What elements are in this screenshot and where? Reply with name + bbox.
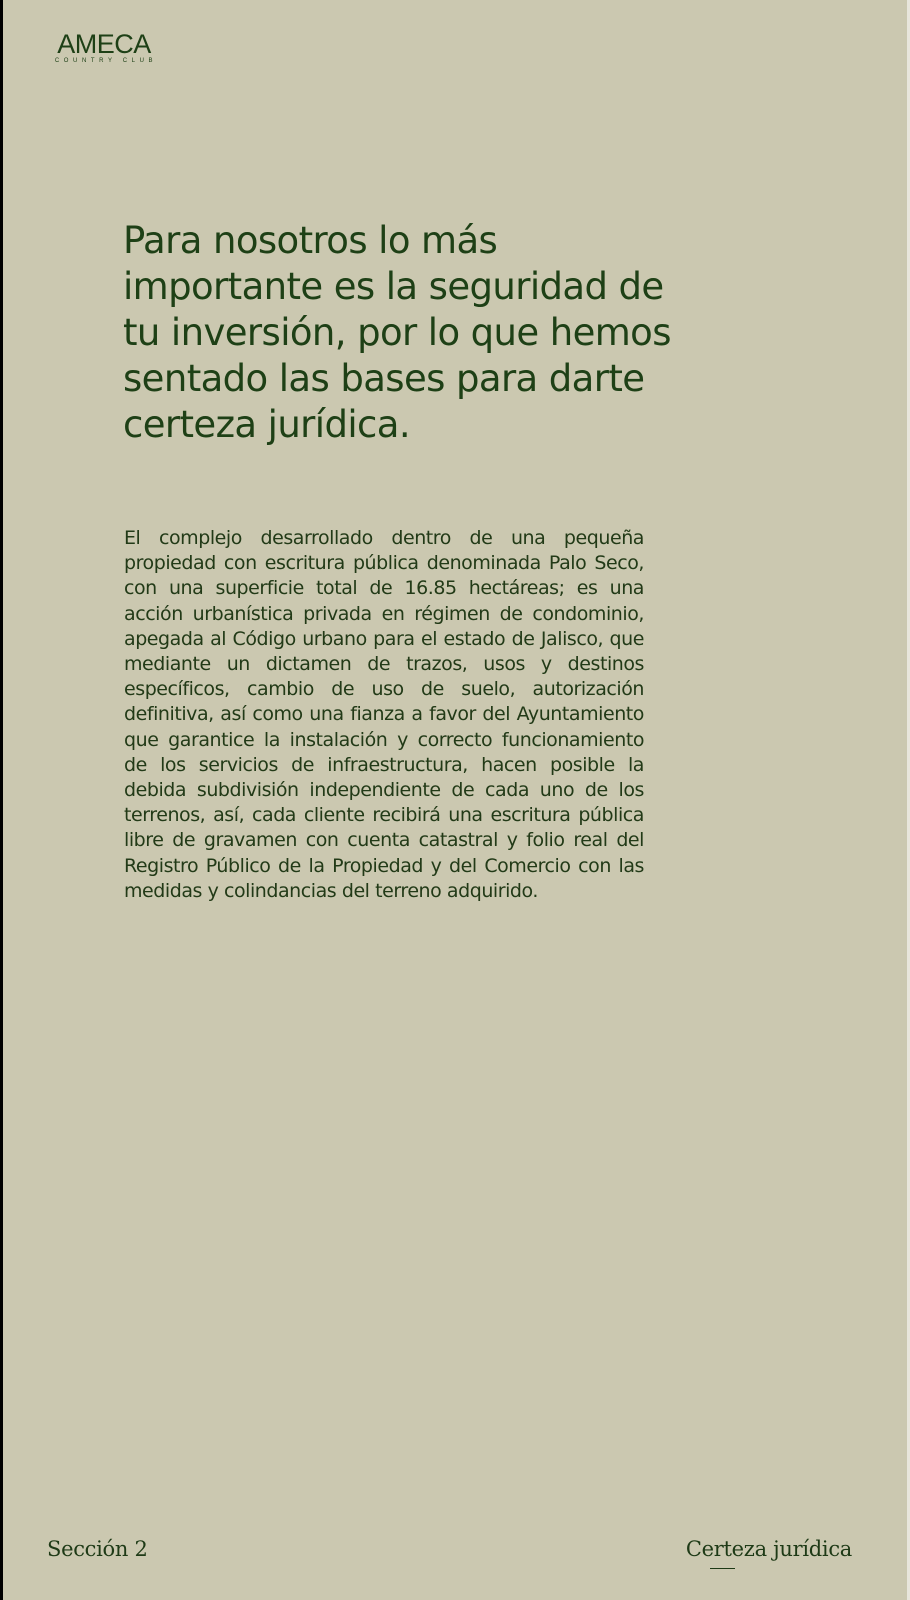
- logo-tagline: COUNTRY CLUB: [54, 58, 158, 64]
- page: [3, 0, 907, 1600]
- section-title-underline: [710, 1568, 735, 1569]
- body-paragraph: El complejo desarrollado dentro de una pequeña propiedad con escritura pública denominada Palo Seco, con una superficie total de 16.85 hectáreas; es una acción urbanística privada en régimen de condominio, apegada al Código urbano para el estado de Jalisco, que mediante un dictamen de trazos, usos y destinos específicos, cambio de uso de suelo, autorización definitiva, así como una fianza a favor del Ayuntamiento que garantice la instalación y correcto funcionamiento de los servicios de infraestructura, hacen posible la debida subdivisión independiente de cada uno de los terrenos, así, cada cliente recibirá una escritura pública libre de gravamen con cuenta catastral y folio real del Registro Público de la Propiedad y del Comercio con las medidas y colindancias del terreno adquirido.: [124, 527, 644, 902]
- ameca-logo: [44, 30, 164, 65]
- section-title-label: Certeza jurídica: [685, 1537, 852, 1561]
- logo-wordmark: AMECA: [57, 29, 151, 59]
- section-number-label: Sección 2: [47, 1537, 148, 1561]
- page-headline: Para nosotros lo más importante es la seguridad de tu inversión, por lo que hemos sentado las bases para darte certeza jurídica.: [123, 219, 671, 446]
